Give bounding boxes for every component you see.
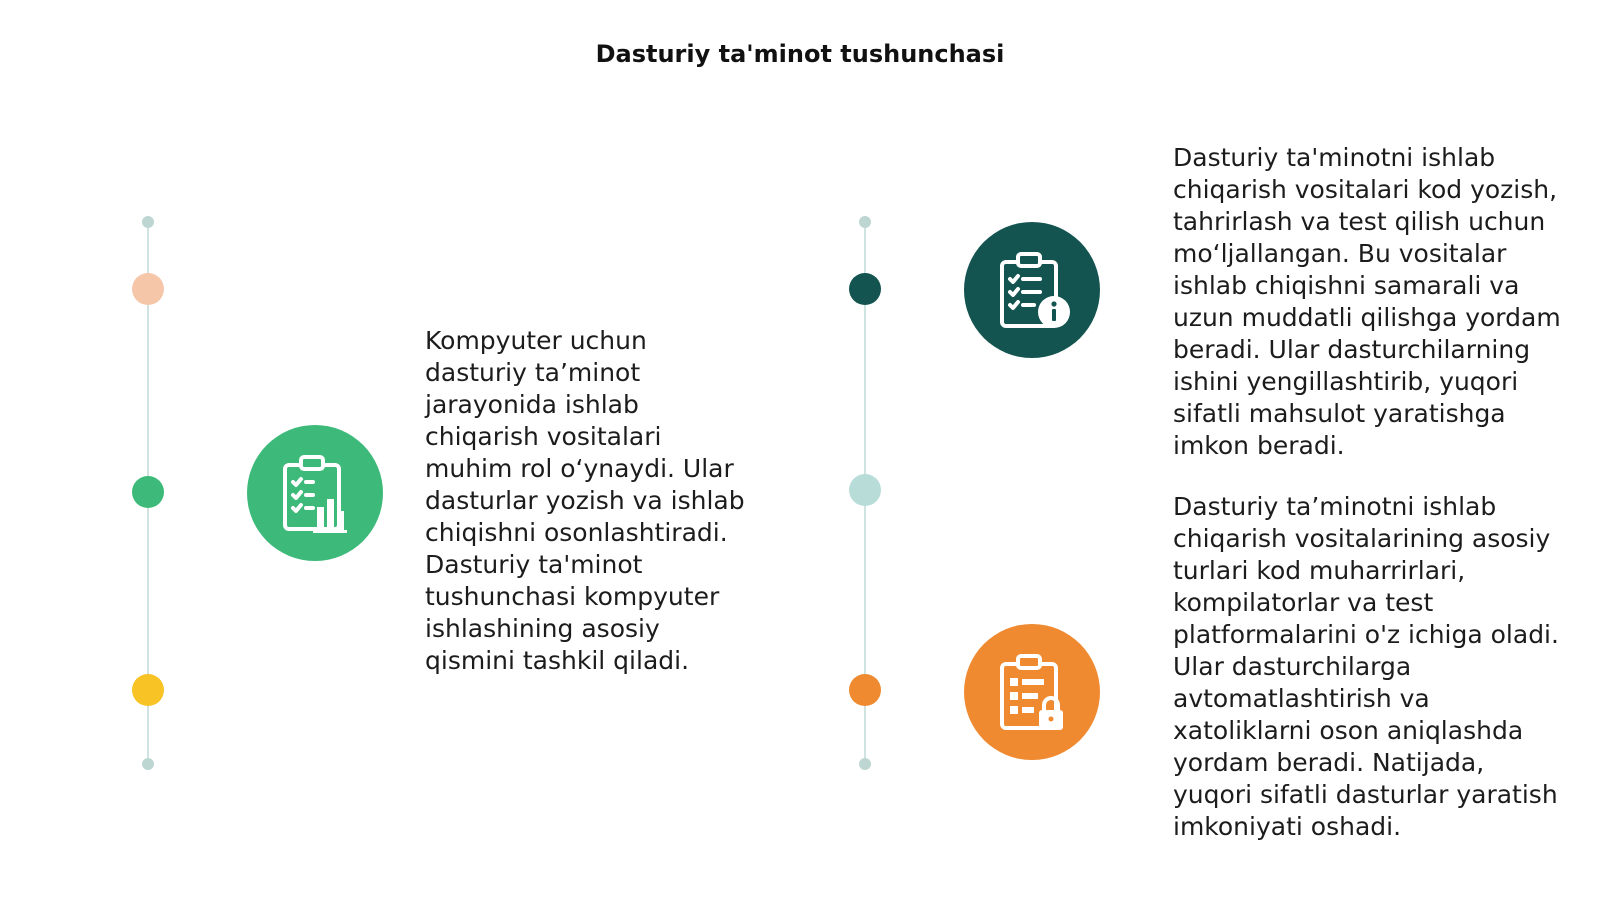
left-description: Kompyuter uchun dasturiy ta’minot jarayonida ishlab chiqarish vositalari muhim rol o‘ynaydi. Ular dasturlar yozish va ishlab chiqishni osonlashtiradi. Dasturiy ta'minot tushunchasi kompyuter ishlashining asosiy qismini tashkil qiladi. [425, 326, 745, 675]
left-timeline-node-yellow [132, 674, 164, 706]
clipboard-lock-icon [964, 624, 1100, 760]
right-timeline-node-orange [849, 674, 881, 706]
left-timeline-node-peach [132, 273, 164, 305]
clipboard-chart-icon [247, 425, 383, 561]
right-description-2: Dasturiy ta’minotni ishlab chiqarish vositalarining asosiy turlari kod muharrirlari, kompilatorlar va test platformalarini o'z ichiga oladi. Ular dasturchilarga avtomatlashtirish va xatoliklarni oson aniqlashda yordam beradi. Natijada, yuqori sifatli dasturlar yaratish imkoniyati oshadi. [1173, 492, 1559, 841]
right-timeline-node-light-teal [849, 474, 881, 506]
left-timeline-bottom-cap [142, 758, 154, 770]
right-timeline-node-dark-teal [849, 273, 881, 305]
left-timeline-node-green [132, 476, 164, 508]
right-timeline-bottom-cap [859, 758, 871, 770]
page-title: Dasturiy ta'minot tushunchasi [595, 40, 1005, 68]
clipboard-info-icon [964, 222, 1100, 358]
right-timeline-top-cap [859, 216, 871, 228]
left-timeline-top-cap [142, 216, 154, 228]
right-description-1: Dasturiy ta'minotni ishlab chiqarish vositalari kod yozish, tahrirlash va test qilish uchun mo‘ljallangan. Bu vositalar ishlab chiqishni samarali va uzun muddatli qilishga yordam beradi. Ular dasturchilarning ishini yengillashtirib, yuqori sifatli mahsulot yaratishga imkon beradi. [1173, 143, 1561, 460]
